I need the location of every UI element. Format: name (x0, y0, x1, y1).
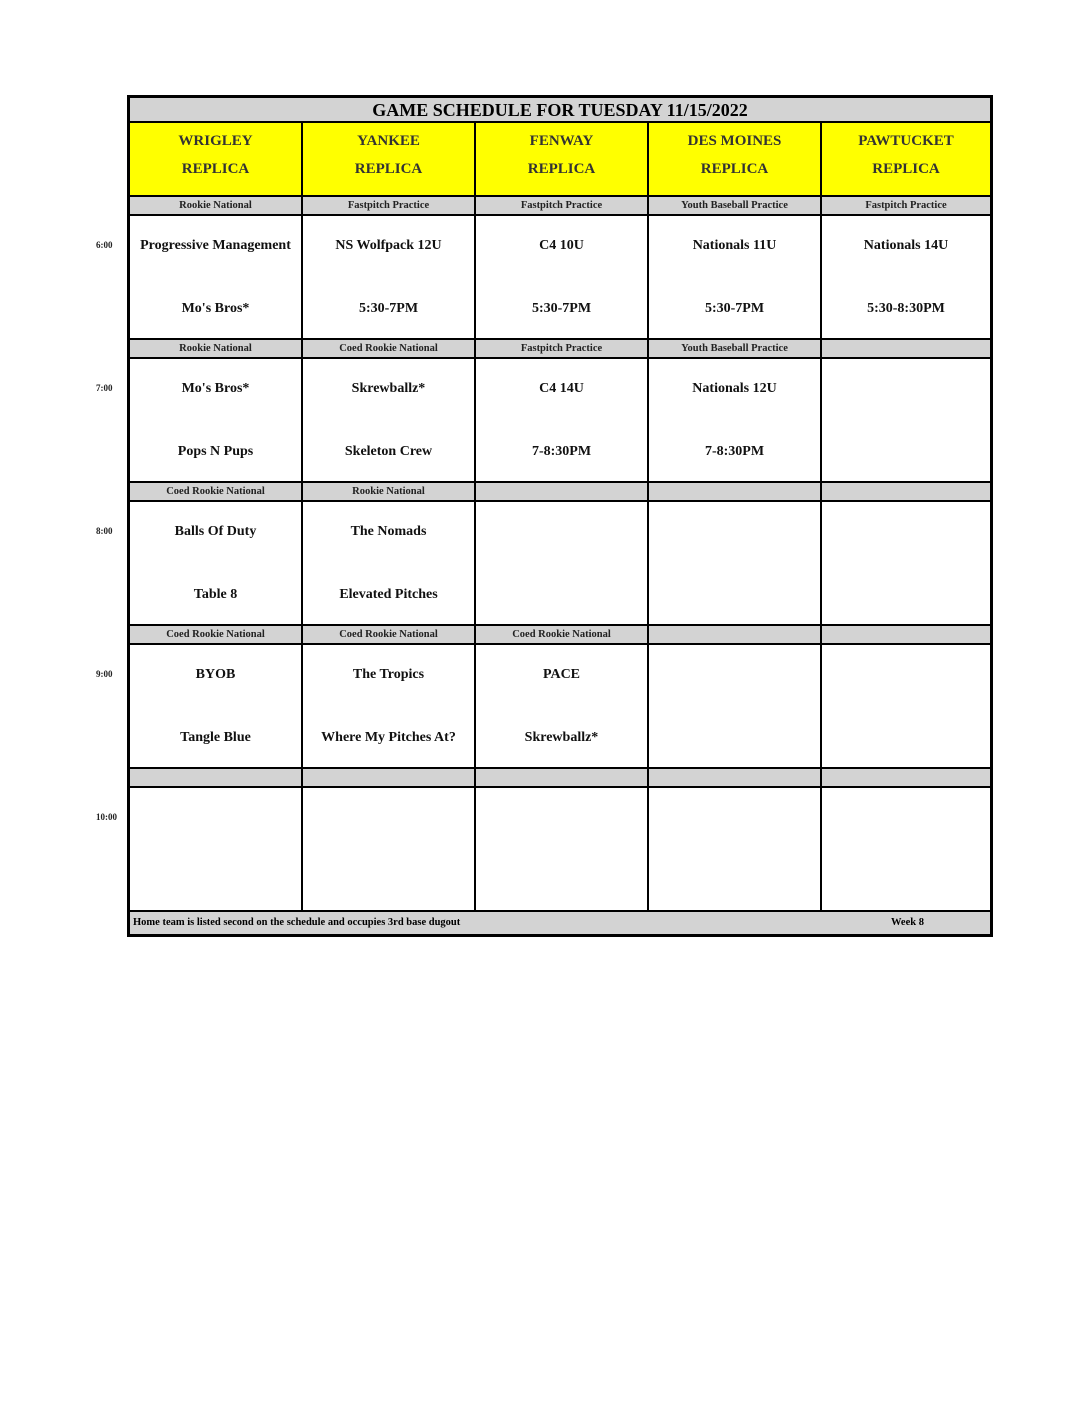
category-row (130, 197, 990, 216)
field-header (303, 123, 476, 197)
team-two: Mo's Bros* (181, 301, 250, 316)
team-one: PACE (542, 667, 581, 682)
game-cell (476, 502, 649, 626)
team-one: C4 14U (539, 381, 584, 396)
game-cell (130, 216, 303, 340)
category-label (476, 769, 649, 788)
field-header (649, 123, 822, 197)
team-one: Balls Of Duty (174, 524, 257, 539)
field-subtitle: REPLICA (872, 161, 940, 177)
field-header (476, 123, 649, 197)
game-cell (649, 502, 822, 626)
team-two: Where My Pitches At? (321, 730, 456, 745)
category-label (476, 483, 649, 502)
team-two: 7-8:30PM (704, 444, 765, 459)
team-one: The Nomads (350, 524, 427, 539)
game-row (130, 645, 990, 769)
game-cell (130, 502, 303, 626)
team-one: Mo's Bros* (181, 381, 250, 396)
game-cell (130, 788, 303, 912)
game-cell (303, 645, 476, 769)
category-label (649, 769, 822, 788)
team-one: NS Wolfpack 12U (335, 238, 442, 253)
team-two: 5:30-7PM (358, 301, 419, 316)
category-label (649, 483, 822, 502)
category-label: Fastpitch Practice (822, 197, 990, 216)
category-label: Youth Baseball Practice (649, 340, 822, 359)
category-label: Fastpitch Practice (303, 197, 476, 216)
time-label: 10:00 (96, 812, 117, 822)
category-label (303, 769, 476, 788)
team-one: Progressive Management (140, 238, 291, 253)
game-row (130, 502, 990, 626)
game-cell (303, 359, 476, 483)
field-subtitle: REPLICA (181, 161, 250, 177)
category-label: Coed Rookie National (130, 483, 303, 502)
category-label (822, 626, 990, 645)
category-label: Coed Rookie National (303, 340, 476, 359)
field-name: DES MOINES (687, 133, 782, 149)
category-label: Rookie National (130, 197, 303, 216)
category-label (822, 340, 990, 359)
category-label: Fastpitch Practice (476, 197, 649, 216)
team-two: Skeleton Crew (344, 444, 433, 459)
game-row (130, 788, 990, 912)
game-cell (649, 645, 822, 769)
game-cell (476, 645, 649, 769)
field-header-row (130, 123, 990, 197)
team-two: Skrewballz* (524, 730, 599, 745)
field-subtitle: REPLICA (354, 161, 423, 177)
category-label: Coed Rookie National (303, 626, 476, 645)
category-label: Rookie National (303, 483, 476, 502)
category-row (130, 340, 990, 359)
team-two: 5:30-7PM (531, 301, 592, 316)
game-cell (822, 788, 990, 912)
game-cell (822, 216, 990, 340)
category-label: Coed Rookie National (476, 626, 649, 645)
game-cell (303, 216, 476, 340)
team-one: Skrewballz* (351, 381, 426, 396)
game-cell (649, 788, 822, 912)
team-two: Pops N Pups (177, 444, 254, 459)
time-label: 9:00 (96, 669, 113, 679)
field-name: FENWAY (529, 133, 594, 149)
category-label (649, 626, 822, 645)
field-subtitle: REPLICA (527, 161, 596, 177)
category-label (822, 769, 990, 788)
home-team-note: Home team is listed second on the schedule and occupies 3rd base dugout (133, 917, 461, 928)
category-row (130, 769, 990, 788)
week-label: Week 8 (891, 917, 924, 928)
time-label: 8:00 (96, 526, 113, 536)
field-header (822, 123, 990, 197)
category-label (822, 483, 990, 502)
time-label: 6:00 (96, 240, 113, 250)
game-cell (822, 645, 990, 769)
team-one: C4 10U (539, 238, 584, 253)
schedule-grid (130, 123, 990, 912)
team-one: The Tropics (352, 667, 425, 682)
game-cell (130, 645, 303, 769)
team-one: Nationals 12U (692, 381, 777, 396)
game-cell (822, 502, 990, 626)
team-two: 7-8:30PM (531, 444, 592, 459)
schedule-footer (130, 910, 990, 934)
category-label: Coed Rookie National (130, 626, 303, 645)
team-one: BYOB (195, 667, 236, 682)
category-label (130, 769, 303, 788)
team-one: Nationals 14U (863, 238, 949, 253)
category-label: Youth Baseball Practice (649, 197, 822, 216)
schedule-table (127, 95, 993, 937)
field-header (130, 123, 303, 197)
category-label: Fastpitch Practice (476, 340, 649, 359)
category-row (130, 483, 990, 502)
game-cell (822, 359, 990, 483)
field-name: WRIGLEY (178, 133, 253, 149)
game-cell (476, 216, 649, 340)
category-label: Rookie National (130, 340, 303, 359)
field-subtitle: REPLICA (700, 161, 769, 177)
schedule-title: GAME SCHEDULE FOR TUESDAY 11/15/2022 (130, 98, 990, 123)
game-cell (303, 502, 476, 626)
team-two: 5:30-7PM (704, 301, 765, 316)
category-row (130, 626, 990, 645)
game-row (130, 216, 990, 340)
time-label: 7:00 (96, 383, 113, 393)
game-cell (476, 359, 649, 483)
game-cell (476, 788, 649, 912)
field-name: YANKEE (357, 133, 420, 149)
game-cell (303, 788, 476, 912)
team-two: 5:30-8:30PM (867, 301, 945, 316)
game-cell (130, 359, 303, 483)
game-cell (649, 359, 822, 483)
team-two: Elevated Pitches (339, 587, 438, 602)
game-cell (649, 216, 822, 340)
team-one: Nationals 11U (692, 238, 777, 253)
field-name: PAWTUCKET (858, 133, 954, 149)
game-row (130, 359, 990, 483)
team-two: Tangle Blue (180, 730, 251, 745)
team-two: Table 8 (193, 587, 238, 602)
